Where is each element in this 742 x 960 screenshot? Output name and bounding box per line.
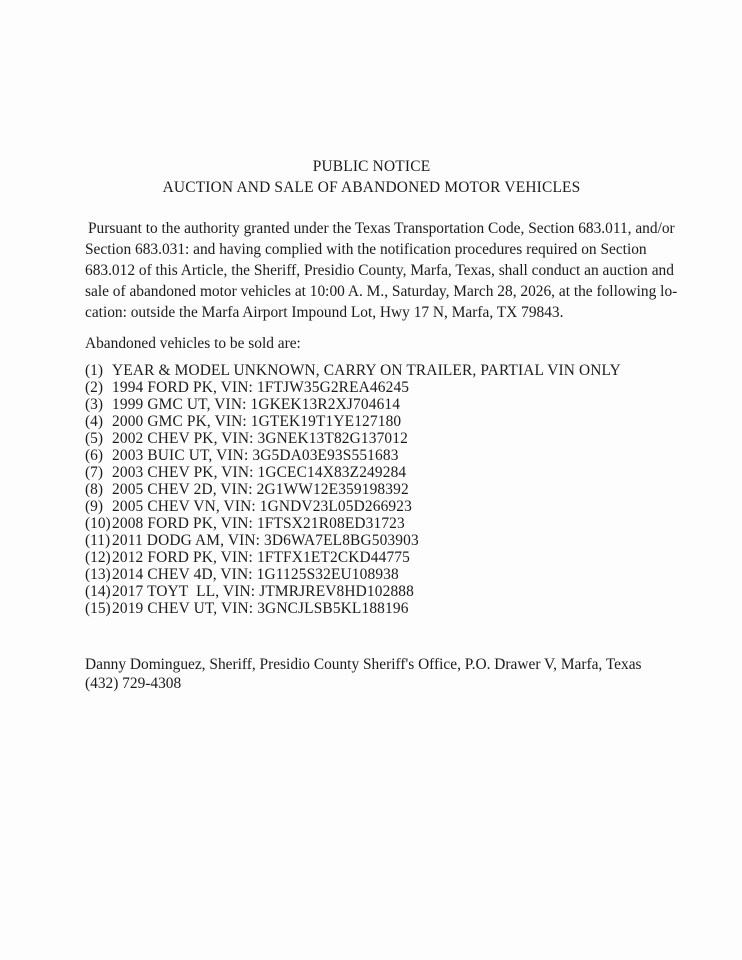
vehicle-item-description: 2019 CHEV UT, VIN: 3GNCJLSB5KL188196	[112, 600, 409, 617]
phone-number: (432) 729-4308	[85, 675, 182, 692]
intro-paragraph	[85, 218, 678, 323]
vehicle-list	[85, 362, 658, 617]
vehicle-item-number: (5)	[85, 430, 103, 447]
document-title	[85, 156, 658, 198]
intro-line: Pursuant to the authority granted under the Texas Transportation Code, Section 683.011, and/or	[88, 220, 675, 237]
vehicle-item-description: 1994 FORD PK, VIN: 1FTJW35G2REA46245	[112, 379, 410, 396]
vehicle-list-item	[85, 413, 658, 430]
intro-line: sale of abandoned motor vehicles at 10:00 A. M., Saturday, March 28, 2026, at the following lo-	[85, 283, 678, 300]
sheriff-contact-line: Danny Dominguez, Sheriff, Presidio County Sheriff's Office, P.O. Drawer V, Marfa, Texas	[85, 656, 642, 673]
vehicle-item-description: 2014 CHEV 4D, VIN: 1G1125S32EU108938	[112, 566, 399, 583]
vehicle-item-number: (1)	[85, 362, 103, 379]
vehicle-item-number: (7)	[85, 464, 103, 481]
vehicle-item-description: 2011 DODG AM, VIN: 3D6WA7EL8BG503903	[112, 532, 419, 549]
vehicle-item-description: 2003 CHEV PK, VIN: 1GCEC14X83Z249284	[112, 464, 407, 481]
vehicle-list-item	[85, 464, 658, 481]
vehicle-item-number: (15)	[85, 600, 111, 617]
vehicle-item-description: 2005 CHEV 2D, VIN: 2G1WW12E359198392	[112, 481, 409, 498]
vehicle-item-description: 2002 CHEV PK, VIN: 3GNEK13T82G137012	[112, 430, 408, 447]
vehicle-item-number: (9)	[85, 498, 103, 515]
intro-line: cation: outside the Marfa Airport Impound Lot, Hwy 17 N, Marfa, TX 79843.	[85, 304, 564, 321]
vehicle-list-item	[85, 549, 658, 566]
vehicle-list-item	[85, 600, 658, 617]
vehicle-list-item	[85, 532, 658, 549]
vehicle-item-number: (14)	[85, 583, 111, 600]
vehicle-item-description: 2017 TOYT LL, VIN: JTMRJREV8HD102888	[112, 583, 414, 600]
vehicle-item-description: 2008 FORD PK, VIN: 1FTSX21R08ED31723	[112, 515, 405, 532]
vehicle-item-number: (10)	[85, 515, 111, 532]
vehicle-list-item	[85, 481, 658, 498]
intro-line: Section 683.031: and having complied with the notification procedures required on Section	[85, 241, 647, 258]
vehicle-item-description: 1999 GMC UT, VIN: 1GKEK13R2XJ704614	[112, 396, 401, 413]
vehicle-item-description: 2003 BUIC UT, VIN: 3G5DA03E93S551683	[112, 447, 399, 464]
vehicle-item-number: (2)	[85, 379, 103, 396]
vehicle-item-description: 2000 GMC PK, VIN: 1GTEK19T1YE127180	[112, 413, 402, 430]
vehicle-list-item	[85, 430, 658, 447]
vehicle-list-item	[85, 396, 658, 413]
vehicle-item-number: (6)	[85, 447, 103, 464]
vehicle-list-item	[85, 362, 658, 379]
vehicle-item-number: (3)	[85, 396, 103, 413]
vehicle-item-number: (8)	[85, 481, 103, 498]
vehicle-list-item	[85, 447, 658, 464]
title-line-public-notice: PUBLIC NOTICE	[312, 158, 431, 175]
intro-line: 683.012 of this Article, the Sheriff, Presidio County, Marfa, Texas, shall conduct an auction and	[85, 262, 674, 279]
vehicle-list-item	[85, 498, 658, 515]
vehicle-item-description: 2005 CHEV VN, VIN: 1GNDV23L05D266923	[112, 498, 412, 515]
vehicle-item-number: (11)	[85, 532, 111, 549]
vehicle-list-item	[85, 566, 658, 583]
signature-block	[85, 655, 658, 693]
list-intro-text: Abandoned vehicles to be sold are:	[85, 335, 301, 352]
vehicle-list-item	[85, 515, 658, 532]
vehicle-item-number: (13)	[85, 566, 111, 583]
vehicle-item-number: (12)	[85, 549, 111, 566]
vehicle-item-description: YEAR & MODEL UNKNOWN, CARRY ON TRAILER, PARTIAL VIN ONLY	[112, 362, 621, 379]
title-line-auction-sale: AUCTION AND SALE OF ABANDONED MOTOR VEHICLES	[162, 179, 581, 196]
vehicle-list-item	[85, 583, 658, 600]
vehicle-item-description: 2012 FORD PK, VIN: 1FTFX1ET2CKD44775	[112, 549, 410, 566]
vehicle-item-number: (4)	[85, 413, 103, 430]
vehicle-list-item	[85, 379, 658, 396]
